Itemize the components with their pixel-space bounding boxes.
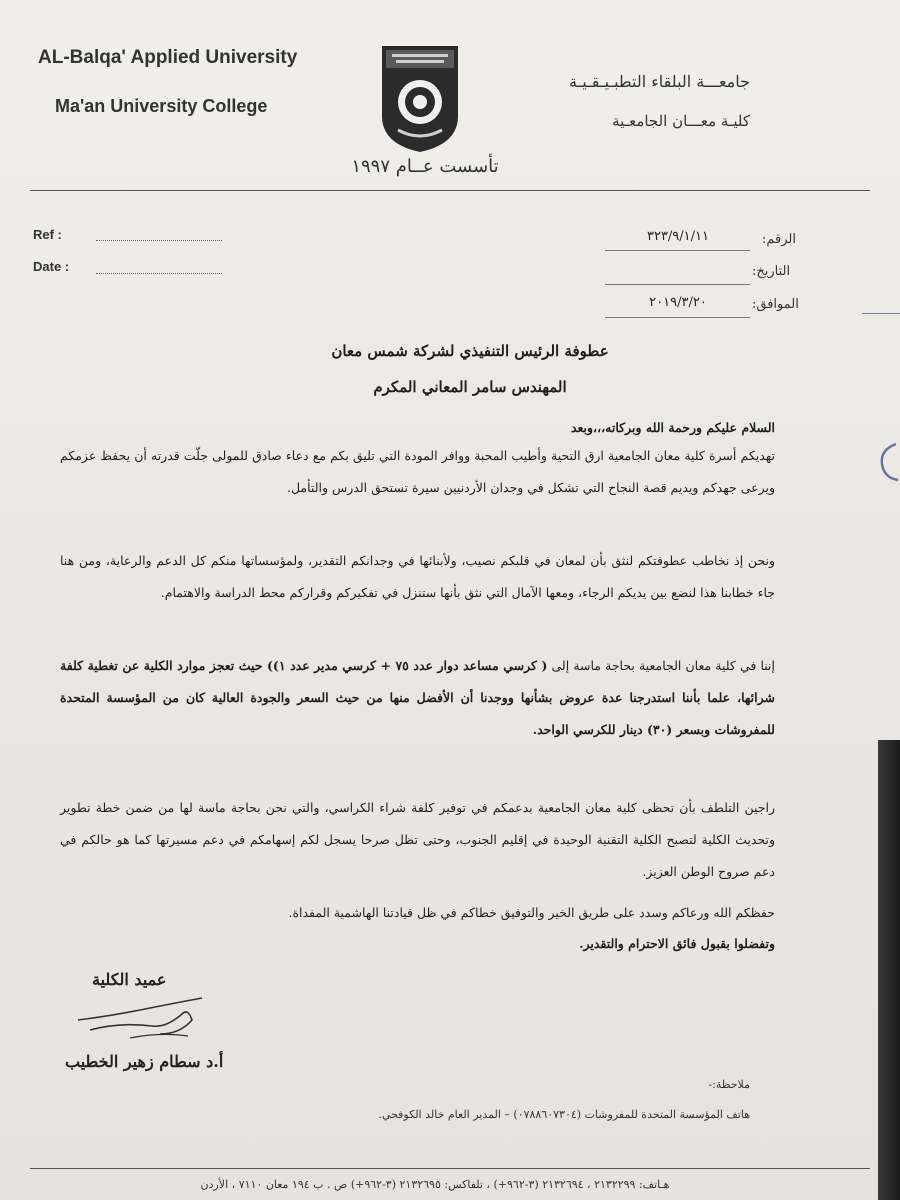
college-name-ar: كليـة معـــان الجامعـية bbox=[612, 112, 750, 130]
closing: وتفضلوا بقبول فائق الاحترام والتقدير. bbox=[579, 936, 775, 951]
header-divider bbox=[30, 190, 870, 191]
footer-contact: هـاتف: ٢١٣٢٢٩٩ ، ٢١٣٢٦٩٤ (٣-٩٦٢+) ، تلفاكس: ٢١٣٢٦٩٥ (٣-٩٦٢+) ص . ب ١٩٤ معان ٧١١٠ ، الأردن bbox=[200, 1178, 670, 1191]
date-label: Date : bbox=[33, 259, 70, 274]
paragraph-3-request: ( كرسي مساعد دوار عدد ٧٥ + كرسي مدير عدد ١)) حيث تعجز موارد الكلية عن تغطية كلفة شرائها، علما بأننا استدرجنا عدة عروض بشأنها ووجدنا أن الأفضل منها من حيث السعر والجودة العالية كان من المؤسسة المتحدة للمفروشات وبسعر (٣٠) دينار للكرسي الواحد. bbox=[60, 658, 775, 737]
number-underline bbox=[605, 250, 750, 251]
date-ar-underline bbox=[605, 284, 750, 285]
corresponding-label: الموافق: bbox=[752, 297, 799, 312]
paragraph-5: حفظكم الله ورعاكم وسدد على طريق الخير والتوفيق خطاكم في ظل قيادتنا الهاشمية المفداة. bbox=[288, 905, 775, 920]
college-name-en: Ma'an University College bbox=[55, 96, 268, 116]
date-ar-label: التاريخ: bbox=[752, 264, 791, 279]
corresponding-underline bbox=[605, 317, 750, 318]
university-name-en: AL-Balqa' Applied University bbox=[38, 47, 298, 68]
addressee-line-1: عطوفة الرئيس التنفيذي لشركة شمس معان bbox=[331, 342, 609, 360]
corresponding-value: ٢٠١٩/٣/٢٠ bbox=[649, 295, 707, 310]
paragraph-3 bbox=[60, 650, 775, 746]
university-name-ar: جامعـــة البلقاء التطبـيـقـيـة bbox=[569, 72, 750, 91]
paragraph-2: ونحن إذ نخاطب عطوفتكم لنثق بأن لمعان في قلبكم نصيب، ولأبنائها في وجدانكم التقدير، ولمؤسساتها منكم كل الدعم والرعاية، ومن هنا جاء خطابنا هذا لنضع بين يديكم الرجاء، ومعها الآمال التي نثق بأنها ستنزل في تفكيركم وقراركم محط الدراسة والاهتمام. bbox=[60, 553, 775, 600]
note-label: ملاحظة:- bbox=[708, 1078, 750, 1091]
ref-label: Ref : bbox=[33, 227, 62, 242]
paragraph-4: راجين التلطف بأن تحظى كلية معان الجامعية بدعمكم في توفير كلفة شراء الكراسي، والتي نحن بحاجة ماسة لها من ضمن خطة تطوير وتحديث الكلية لتصبح الكلية التقنية الوحيدة في إقليم الجنوب، وحتى تظل صرحا يسجل لكم إسهامكم في دعم مسيرتها كما هو حالكم في دعم صروح الوطن العزيز. bbox=[60, 800, 775, 879]
note-text: هاتف المؤسسة المتحدة للمفروشات (٠٧٨٨٦٠٧٣٠٤) – المدير العام خالد الكوفحي. bbox=[378, 1108, 750, 1121]
greeting: السلام عليكم ورحمة الله وبركاته،،،وبعد bbox=[570, 420, 775, 435]
paragraph-1: تهديكم أسرة كلية معان الجامعية ارق التحية وأطيب المحبة ووافر المودة التي تليق بكم مع دعاء صادق للمولى جلّت قدرته أن يحفظ عزمكم ويرعى جهدكم ويديم قصة النجاح التي تشكل في وجدان الأردنيين سيرة تستحق الدرس والتأمل. bbox=[60, 448, 775, 495]
paragraph-3-intro: إننا في كلية معان الجامعية بحاجة ماسة إلى bbox=[551, 658, 776, 673]
founded-year: تأسست عــام ١٩٩٧ bbox=[351, 156, 499, 177]
edge-pen-line bbox=[862, 313, 900, 314]
dean-title: عميد الكلية bbox=[92, 970, 167, 989]
background-edge bbox=[878, 740, 900, 1200]
number-label: الرقم: bbox=[762, 232, 796, 247]
number-value: ٣٢٣/٩/١/١١ bbox=[646, 229, 710, 244]
dean-name: أ.د سطام زهير الخطيب bbox=[65, 1052, 224, 1071]
dean-signature bbox=[70, 990, 210, 1045]
university-logo bbox=[378, 44, 462, 154]
date-blank-line bbox=[96, 273, 222, 274]
edge-handwritten-mark bbox=[876, 438, 900, 486]
footer-divider bbox=[30, 1168, 870, 1169]
ref-blank-line bbox=[96, 240, 222, 241]
addressee-line-2: المهندس سامر المعاني المكرم bbox=[373, 378, 567, 396]
